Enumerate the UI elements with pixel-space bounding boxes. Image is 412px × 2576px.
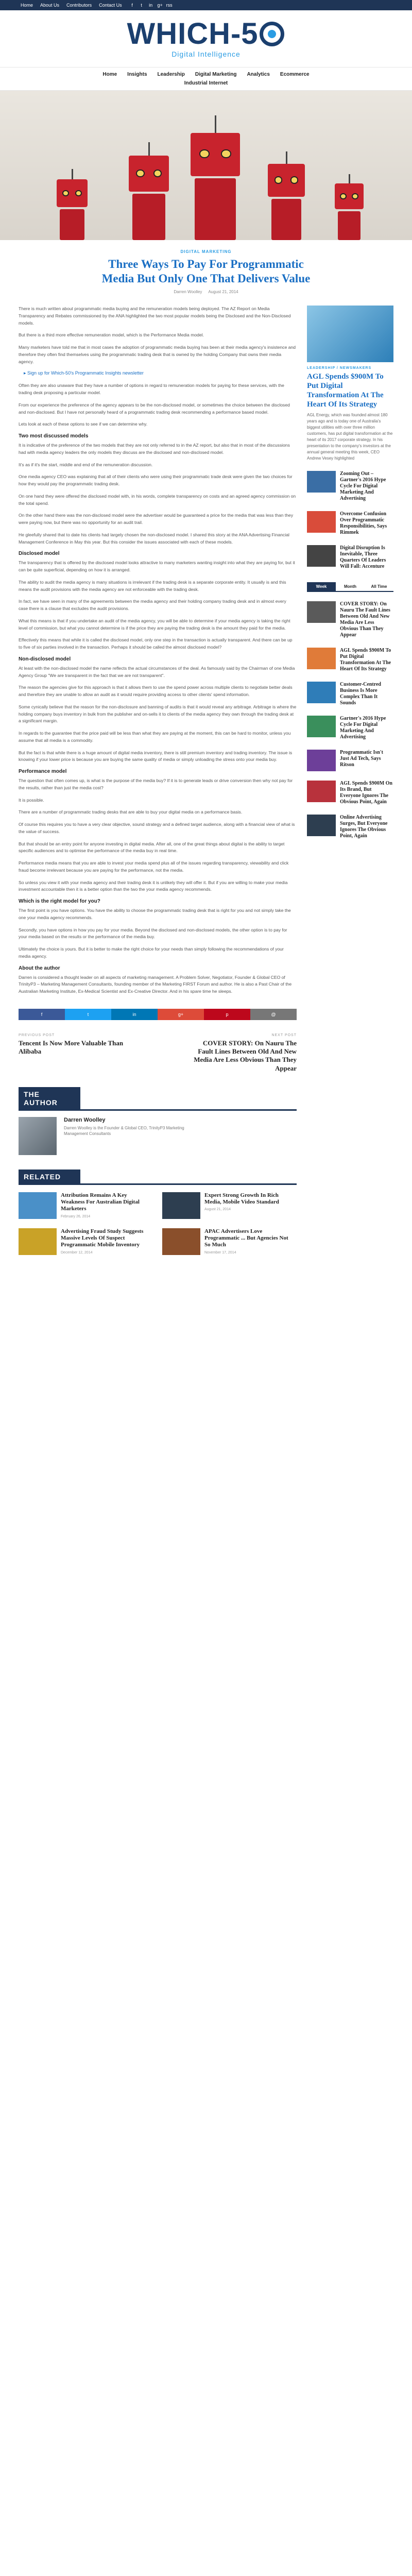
popular-item[interactable]: Gartner's 2016 Hype Cycle For Digital Marketing And Advertising xyxy=(307,716,393,740)
paragraph: In regards to the guarantee that the price paid will be less than what they are paying at the moment, this can be hard to monitor, unless you assume that all media is a commodity. xyxy=(19,731,291,743)
nav-home[interactable]: Home xyxy=(102,72,117,77)
paragraph: Many marketers have told me that in most cases the adoption of programmatic media buying has been at their media agency's insistence and therefore they often find themselves using the programmatic trading desk that is owned by the holding Company that owns their media agency. xyxy=(19,345,296,364)
paragraph: The transparency that is offered by the disclosed model looks attractive to many marketers wanting insight into what they are paying for, but it can be quite superficial, depending on how it is arranged. xyxy=(19,560,295,573)
share-linkedin-button[interactable]: in xyxy=(111,1009,158,1020)
paragraph: Effectively this means that while it is called the disclosed model, only one step in the transaction is actually transparent. And there can be up to five of six parties involved in the transaction. Perhaps it should be called the almost disclosed model? xyxy=(19,637,293,650)
sidebar xyxy=(307,306,393,1255)
share-googleplus-button[interactable]: g+ xyxy=(158,1009,204,1020)
top-link-contact[interactable]: Contact Us xyxy=(99,3,122,8)
nav-digital-marketing[interactable]: Digital Marketing xyxy=(195,72,237,77)
tab-week[interactable]: Week xyxy=(307,582,336,591)
article-category[interactable]: DIGITAL MARKETING xyxy=(180,249,232,254)
paragraph: Performance media means that you are able to invest your media spend plus all of the issues regarding transparency, viewability and click fraud become irrelevant because you are paying for the performance, not the media. xyxy=(19,860,289,873)
author-avatar[interactable] xyxy=(19,1117,57,1155)
post-navigation xyxy=(19,1033,297,1073)
facebook-icon[interactable]: f xyxy=(131,3,133,8)
paragraph: The question that often comes up, is what is the purpose of the media buy? If it is to generate leads or drive conversion then why not pay for the results, rather than just the media cost? xyxy=(19,778,293,790)
popular-item[interactable]: AGL Spends $900M To Put Digital Transformation At The Heart Of Its Strategy xyxy=(307,648,393,672)
logo-circle-icon xyxy=(260,22,284,46)
top-link-contributors[interactable]: Contributors xyxy=(66,3,92,8)
popular-item[interactable]: Online Advertising Surges, But Everyone Ignores The Obvious Point, Again xyxy=(307,815,393,839)
paragraph: Darren is considered a thought leader on all aspects of marketing management. A Problem Solver, Negotiator, Founder & Global CEO of TrinityP3 – Marketing Management Consultants, founding member of the Marketing FIRST Forum and author. He is also a Past Chair of the Australian Marketing Institute, Ex-Medical Scientist and Ex-Creative Director. And in his spare time he sleeps. xyxy=(19,974,292,994)
sidebar-thumbnail xyxy=(307,471,336,493)
popular-thumbnail xyxy=(307,648,336,669)
sidebar-item[interactable]: Zooming Out – Gartner's 2016 Hype Cycle For Digital Marketing And Advertising xyxy=(307,471,393,502)
popular-thumbnail xyxy=(307,682,336,703)
paragraph: Often they are also unaware that they have a number of options in regard to remuneration models for paying for these services, with the trading desk proposing a particular model. xyxy=(19,383,284,396)
popular-thumbnail xyxy=(307,750,336,771)
nav-leadership[interactable]: Leadership xyxy=(157,72,185,77)
nav-insights[interactable]: Insights xyxy=(127,72,147,77)
related-item[interactable]: Attribution Remains A Key Weakness For Australian Digital Marketers February 26, 2014 xyxy=(19,1192,150,1219)
popular-item[interactable]: AGL Spends $900M On Its Brand, But Everyone Ignores The Obvious Point, Again xyxy=(307,781,393,805)
share-email-button[interactable]: @ xyxy=(250,1009,297,1020)
share-facebook-button[interactable]: f xyxy=(19,1009,65,1020)
previous-post-link[interactable]: PREVIOUS POST Tencent Is Now More Valuable Than Alibaba xyxy=(19,1033,124,1056)
robot-figure xyxy=(57,169,88,240)
social-links xyxy=(129,3,173,8)
author-box xyxy=(19,1117,297,1155)
sidebar-thumbnail xyxy=(307,511,336,533)
popular-thumbnail xyxy=(307,781,336,802)
section-heading: Non-disclosed model xyxy=(19,656,71,662)
paragraph: The reason the agencies give for this approach is that it allows them to use the spend power across multiple clients to negotiate better deals and therefore they are unable to allow an audit as it would require providing access to other clients' spend information. xyxy=(19,685,293,698)
tab-month[interactable]: Month xyxy=(344,584,356,589)
paragraph: On the other hand there was the non-disclosed model were the advertiser would be guaranteed a price for the media that was less than they were paying now, but there was no opportunity for an audit trail. xyxy=(19,513,294,526)
share-bar xyxy=(19,1009,297,1020)
related-thumbnail xyxy=(162,1192,200,1219)
paragraph: But the fact is that while there is a huge amount of digital media inventory, there is still premium inventory and trading inventory. The issue is knowing if your lower price is because you are buying the same quality of media or simply unloading the stress onto your media buy. xyxy=(19,750,293,762)
top-bar xyxy=(0,0,412,10)
nav-industrial-internet[interactable]: Industrial Internet xyxy=(184,80,228,86)
linkedin-icon[interactable]: in xyxy=(149,3,153,8)
googleplus-icon[interactable]: g+ xyxy=(157,3,163,8)
sidebar-feature-title[interactable]: AGL Spends $900M To Put Digital Transformation At The Heart Of Its Strategy xyxy=(307,372,384,409)
newsletter-signup-link[interactable]: ▸ Sign up for Which-50's Programmatic Insights newsletter xyxy=(24,370,144,376)
content-layout xyxy=(0,306,412,1255)
popular-thumbnail xyxy=(307,815,336,836)
article-body xyxy=(19,306,297,1255)
author-section-heading: THE AUTHOR xyxy=(19,1087,80,1110)
next-post-link[interactable]: NEXT POST COVER STORY: On Nauru The Fault Lines Between Old And New Media Are Less Obvious Than They Appear xyxy=(194,1033,297,1072)
nav-analytics[interactable]: Analytics xyxy=(247,72,270,77)
related-item[interactable]: APAC Advertisers Love Programmatic ... But Agencies Not So Much November 17, 2014 xyxy=(162,1228,294,1255)
sidebar-item[interactable]: Digital Disruption Is Inevitable, Three Quarters Of Leaders Will Fall: Accenture xyxy=(307,545,393,570)
paragraph: On one hand they were offered the disclosed model with, in his words, complete transparency on costs and an agreed agency commission on the total spend. xyxy=(19,493,296,506)
logo-tagline: Digital Intelligence xyxy=(171,50,241,58)
paragraph: In fact, we have seen in many of the agreements between the media agency and their holding company trading desk and in almost every case there is a clause that excludes the audit provisions. xyxy=(19,599,286,612)
paragraph: From our experience the preference of the agency appears to be the non-disclosed model, or sometimes the choice between the disclosed and non-disclosed. But I have not personally heard of a programmatic trading desk recommending a performance based model. xyxy=(19,402,290,415)
related-section-heading: RELATED xyxy=(19,1170,80,1184)
popular-item[interactable]: COVER STORY: On Nauru The Fault Lines Between Old And New Media Are Less Obvious Than They Appear xyxy=(307,601,393,638)
related-thumbnail xyxy=(162,1228,200,1255)
rss-icon[interactable]: rss xyxy=(166,3,173,8)
robot-figure xyxy=(335,174,364,240)
paragraph: But that should be an entry point for anyone investing in digital media. After all, one of the great things about digital is the ability to target specific audiences and to optimise the performance of the media buy in real time. xyxy=(19,841,285,854)
paragraph: He gleefully shared that to date his clients had largely chosen the non-disclosed model. I shared this story at the ANA Advertising Financial Management Conference in May this year. But this consider the issues associated with each of these models. xyxy=(19,532,289,545)
paragraph: But there is a third more effective remuneration model, which is the Performance Media model. xyxy=(19,332,204,338)
related-item[interactable]: Advertising Fraud Study Suggests Massive Levels Of Suspect Programmatic Mobile Inventory December 12, 2014 xyxy=(19,1228,150,1255)
related-thumbnail xyxy=(19,1228,57,1255)
related-thumbnail xyxy=(19,1192,57,1219)
author-short-bio: Darren Woolley is the Founder & Global CEO, TrinityP3 Marketing Management Consultants xyxy=(64,1125,184,1137)
section-heading: Two most discussed models xyxy=(19,433,89,439)
article-author[interactable]: Darren Woolley xyxy=(174,290,202,295)
sidebar-thumbnail xyxy=(307,545,336,567)
site-logo[interactable] xyxy=(0,10,412,67)
article-meta xyxy=(93,290,319,294)
paragraph: Of course this requires you to have a very clear objective, sound strategy and a defined target audience, along with a financial view of what is the value of success. xyxy=(19,822,295,834)
paragraph: The ability to audit the media agency is many situations is irrelevant if the trading desk is a separate corporate entity. It usually is and this means the audit provisions with the media agency are not enforceable with the trading desk. xyxy=(19,579,286,592)
twitter-icon[interactable]: t xyxy=(141,3,142,8)
sidebar-feature-image[interactable] xyxy=(307,306,393,362)
section-heading: Which is the right model for you? xyxy=(19,899,100,905)
robot-figure xyxy=(268,151,305,240)
main-nav xyxy=(0,67,412,91)
section-heading: Performance model xyxy=(19,769,67,775)
popular-thumbnail xyxy=(307,716,336,737)
hero-image xyxy=(0,91,412,240)
paragraph: Lets look at each of these options to see if we can determine why. xyxy=(19,421,148,427)
article-title: Three Ways To Pay For Programmatic Media But Only One That Delivers Value xyxy=(101,258,311,285)
paragraph: Secondly, you have options in how you pay for your media. Beyond the disclosed and non-disclosed models, the other option is to pay for your media based on the results or the performance of the media buy. xyxy=(19,927,287,940)
popular-item[interactable]: Programmatic Isn't Just Ad Tech, Says Ritson xyxy=(307,750,393,771)
popular-thumbnail xyxy=(307,601,336,623)
related-item[interactable]: Expert Strong Growth In Rich Media, Mobile Video Standard August 21, 2014 xyxy=(162,1192,294,1219)
top-link-about[interactable]: About Us xyxy=(40,3,60,8)
nav-ecommerce[interactable]: Ecommerce xyxy=(280,72,310,77)
top-link-home[interactable]: Home xyxy=(21,3,33,8)
share-twitter-button[interactable]: t xyxy=(65,1009,111,1020)
share-pinterest-button[interactable]: p xyxy=(204,1009,250,1020)
logo-wordmark: WHICH-5 xyxy=(127,19,285,49)
popular-item[interactable]: Customer-Centred Business Is More Complex Than It Sounds xyxy=(307,682,393,706)
section-heading: Disclosed model xyxy=(19,551,60,557)
paragraph: At least with the non-disclosed model the name reflects the actual circumstances of the deal. As famously said by the Chairman of one Media Agency Group "We are transparent in the fact that we are not transparent". xyxy=(19,665,295,678)
paragraph: It's as if it's the start, middle and end of the remuneration discussion. xyxy=(19,462,153,467)
paragraph: There is much written about programmatic media buying and the remuneration models being deployed. The AZ Report on Media Transparency and Rebates commissioned by the ANA highlighted the two most popular models being the Disclosed and the Non-Disclosed models. xyxy=(19,306,291,326)
sidebar-item[interactable]: Overcome Confusion Over Programmatic Responsibilities, Says Rimmek xyxy=(307,511,393,536)
article-header xyxy=(93,249,319,294)
paragraph: So unless you view it with your media agency and their trading desk it is unlikely they will offer it. But if you are willing to make your media investment accountable then it is a better option than the two the your media agency recommends. xyxy=(19,879,288,892)
related-posts xyxy=(19,1192,297,1255)
popular-tabs xyxy=(307,582,393,592)
robot-figure xyxy=(191,115,240,240)
section-heading: About the author xyxy=(19,965,60,971)
paragraph: There are a number of programmatic trading desks that are able to buy your digital media on a performance basis. xyxy=(19,809,243,815)
sidebar-feature-category[interactable]: LEADERSHIP / NEWSMAKERS xyxy=(307,366,372,370)
paragraph: The first point is you have options. You have the ability to choose the programmatic trading desk that is right for you and not simply take the one your media agency recommends. xyxy=(19,908,291,920)
paragraph: Ultimately the choice is yours. But it is better to make the right choice for your needs than simply following the recommendations of your media agency. xyxy=(19,946,284,959)
paragraph: What this means is that if you undertake an audit of the media agency, you will be able to determine if your media agency is taking the right level of commission, but what you cannot determine is if the price they are paying the trading desk is the amount they paid for the media. xyxy=(19,618,290,631)
tab-all-time[interactable]: All Time xyxy=(371,584,387,589)
sidebar-feature-excerpt: AGL Energy, which was founded almost 180 years ago and is today one of Australia's biggest utilities with over three million customers, has put digital transformation at the heart of its 2017 corporate strategy. In his presentation to the company's investors at the annual general meeting this week, CEO Andrew Vesey highlighted xyxy=(307,413,393,461)
author-name[interactable]: Darren Woolley xyxy=(64,1116,106,1123)
article-date: August 21, 2014 xyxy=(208,290,238,295)
paragraph: Some cynically believe that the reason for the non-disclosure and banning of audits is that it would reveal any arbitrage. Arbitrage is where the holding company buys inventory in bulk from the publisher and on-sells it to clients of the media agency they own through the trading desk at a significant margin. xyxy=(19,704,297,724)
robot-figure xyxy=(129,142,169,240)
paragraph: It is indicative of the preference of the two models that they are not only referred to in the AZ report, but also that in most of the discussions had with media agency leaders the only models they discuss are the disclosed and non-disclosed model. xyxy=(19,443,290,455)
paragraph: One media agency CEO was explaining that all of their clients who were using their programmatic trade desk were given the two choices for how they would pay the programmatic trading desk. xyxy=(19,474,293,487)
paragraph: It is possible. xyxy=(19,797,44,803)
